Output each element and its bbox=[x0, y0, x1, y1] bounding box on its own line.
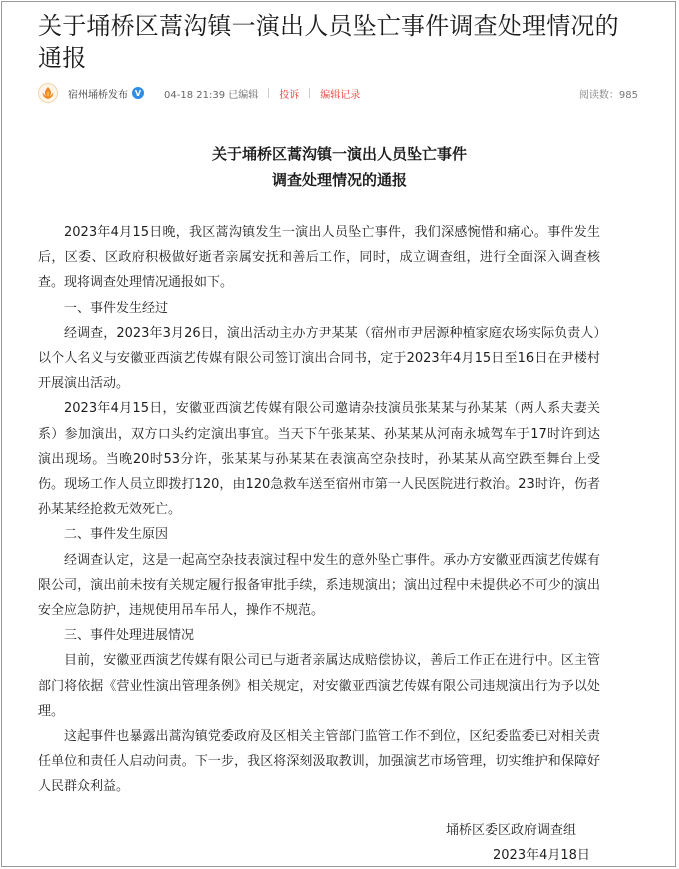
body-paragraph: 这起事件也暴露出蒿沟镇党委政府及区相关主管部门监管工作不到位，区纪委监委已对相关责任单位和责任人启动问责。下一步，我区将深刻汲取教训，加强演艺市场管理，切实维护和保障好人民群众利益。 bbox=[38, 729, 600, 795]
intro-paragraph: 2023年4月15日晚，我区蒿沟镇发生一演出人员坠亡事件，我们深感惋惜和痛心。事件发生后，区委、区政府积极做好逝者亲属安抚和善后工作，同时，成立调查组，进行全面深入调查核查。现将调查处理情况通报如下。 bbox=[38, 225, 600, 291]
section-heading: 二、事件发生原因 bbox=[64, 527, 169, 543]
document-title bbox=[0, 141, 679, 193]
meta-divider bbox=[268, 88, 269, 98]
source-account-link[interactable]: 宿州埇桥发布 bbox=[68, 89, 128, 101]
body-paragraph: 2023年4月15日，安徽亚西演艺传媒有限公司邀请杂技演员张某某与孙某某（两人系夫妻关系）参加演出，双方口头约定演出事宜。当天下午张某某、孙某某从河南永城驾车于17时许到达演出现场。当晚20时53分许，张某某与孙某某在表演高空杂技时，孙某某从高空跌至舞台上受伤。现场工作人员立即拨打120，由120急救车送至宿州市第一人民医院进行救治。23时许，伤者孙某某经抢救无效死亡。 bbox=[38, 401, 600, 518]
document-body bbox=[38, 220, 600, 800]
section-heading: 三、事件处理进展情况 bbox=[64, 628, 195, 644]
publish-timestamp: 04-18 21:39 已编辑 bbox=[164, 89, 259, 101]
body-paragraph: 经调查，2023年3月26日，演出活动主办方尹某某（宿州市尹居源种植家庭农场实际负责人）以个人名义与安徽亚西演艺传媒有限公司签订演出合同书，定于2023年4月15日至16日在尹楼村开展演出活动。 bbox=[38, 325, 600, 392]
meta-divider bbox=[309, 88, 310, 98]
signing-date: 2023年4月18日 bbox=[493, 848, 590, 863]
read-count: 阅读数：985 bbox=[578, 89, 638, 101]
document-title-line-1: 关于埇桥区蒿沟镇一演出人员坠亡事件 bbox=[211, 145, 467, 163]
article-headline: 关于埇桥区蒿沟镇一演出人员坠亡事件调查处理情况的通报 bbox=[38, 12, 619, 72]
phoenix-logo-icon[interactable] bbox=[38, 83, 58, 103]
complaint-link[interactable]: 投诉 bbox=[279, 89, 300, 101]
article-meta-bar bbox=[38, 82, 638, 104]
section-heading: 一、事件发生经过 bbox=[64, 300, 169, 316]
edit-history-link[interactable]: 编辑记录 bbox=[320, 89, 361, 101]
signing-authority: 埇桥区委区政府调查组 bbox=[446, 823, 577, 838]
verified-badge-icon: V bbox=[132, 87, 144, 99]
body-paragraph: 经调查认定，这是一起高空杂技表演过程中发生的意外坠亡事件。承办方安徽亚西演艺传媒有限公司，演出前未按有关规定履行报备审批手续，系违规演出；演出过程中未提供必不可少的演出安全应急防护，违规使用吊车吊人，操作不规范。 bbox=[38, 552, 600, 619]
document-title-line-2: 调查处理情况的通报 bbox=[271, 171, 407, 189]
body-paragraph: 目前，安徽亚西演艺传媒有限公司已与逝者亲属达成赔偿协议，善后工作正在进行中。区主管部门将依据《营业性演出管理条例》相关规定，对安徽亚西演艺传媒有限公司违规演出行为予以处理。 bbox=[38, 653, 600, 719]
